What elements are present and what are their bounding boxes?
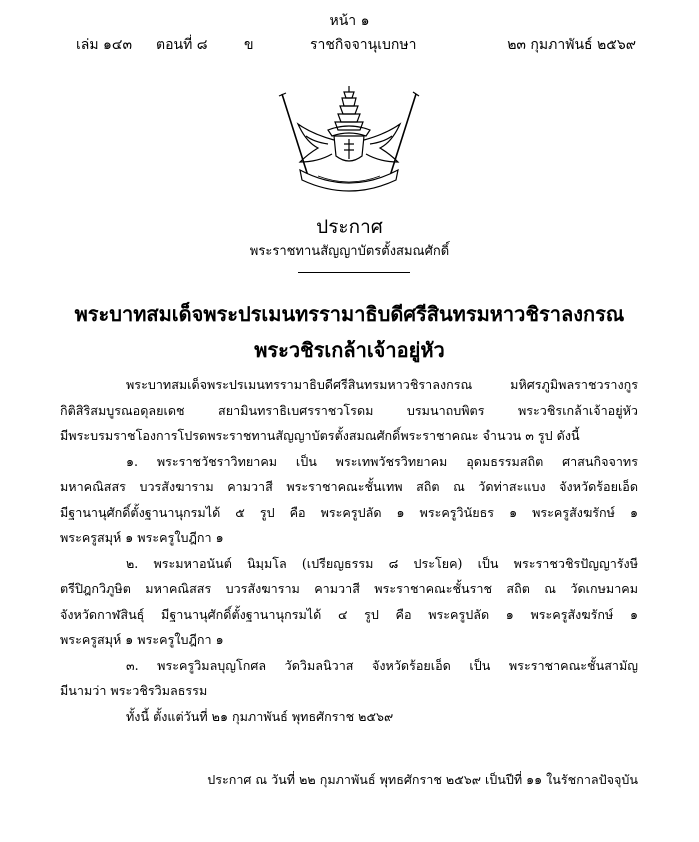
gazette-header xyxy=(76,34,636,54)
royal-emblem-icon xyxy=(278,84,420,196)
king-name-line1: พระบาทสมเด็จพระปรเมนทรรามาธิบดีศรีสินทรมหาวชิราลงกรณ xyxy=(74,302,625,326)
header-date: ๒๓ กุมภาพันธ์ ๒๕๖๙ xyxy=(507,37,636,53)
signoff-line: ประกาศ ณ วันที่ ๒๒ กุมภาพันธ์ พุทธศักราช ๒๕๖๙ เป็นปีที่ ๑๑ ในรัชกาลปัจจุบัน xyxy=(207,772,638,787)
announcement-title: ประกาศ xyxy=(316,216,383,238)
header-publication: ราชกิจจานุเบกษา xyxy=(310,37,417,53)
body-line: มหาคณิสสร บวรสังฆาราม คามวาสี พระราชาคณะชั้นเทพ สถิต ณ วัดท่าสะแบง จังหวัดร้อยเอ็ด xyxy=(60,479,638,494)
header-volume: เล่ม ๑๔๓ xyxy=(76,37,133,53)
body-line: ตรีปิฎกวิภูษิต มหาคณิสสร บวรสังฆาราม คามวาสี พระราชาคณะชั้นราช สถิต ณ วัดเกษมาคม xyxy=(60,581,638,596)
body-line: มีฐานานุศักดิ์ตั้งฐานานุกรมได้ ๕ รูป คือ พระครูปลัด ๑ พระครูวินัยธร ๑ พระครูสังฆรักษ์ ๑ xyxy=(60,504,638,520)
body-line: พระบาทสมเด็จพระปรเมนทรรามาธิบดีศรีสินทรมหาวชิราลงกรณ มหิศรภูมิพลราชวรางกูร xyxy=(126,377,638,392)
body-line: มีพระบรมราชโองการโปรดพระราชทานสัญญาบัตรตั้งสมณศักดิ์พระราชาคณะ จำนวน ๓ รูป ดังนี้ xyxy=(60,428,580,443)
body-line: ทั้งนี้ ตั้งแต่วันที่ ๒๑ กุมภาพันธ์ พุทธศักราช ๒๕๖๙ xyxy=(126,708,394,724)
body-line: ๓. พระครูวิมลบุญโกศล วัดวิมลนิวาส จังหวัดร้อยเอ็ด เป็น พระราชาคณะชั้นสามัญ xyxy=(126,657,638,673)
king-name-line2: พระวชิรเกล้าเจ้าอยู่หัว xyxy=(254,338,445,362)
body-line: ๑. พระราชวัชราวิทยาคม เป็น พระเทพวัชรวิทยาคม อุดมธรรมสถิต ศาสนกิจจาทร xyxy=(126,453,638,469)
title-divider xyxy=(298,272,410,273)
header-section: ตอนที่ ๘ xyxy=(156,37,208,53)
page-number: หน้า ๑ xyxy=(329,13,370,29)
header-part: ข xyxy=(244,37,254,53)
announcement-body xyxy=(60,372,638,729)
announcement-subtitle: พระราชทานสัญญาบัตรตั้งสมณศักดิ์ xyxy=(249,244,450,259)
body-line: พระครูสมุห์ ๑ พระครูใบฎีกา ๑ xyxy=(60,632,224,647)
body-line: ๒. พระมหาอนันต์ นิมฺมโล (เปรียญธรรม ๘ ประโยค) เป็น พระราชวชิรปัญญารังษี xyxy=(126,555,638,571)
body-line: มีนามว่า พระวชิรวิมลธรรม xyxy=(60,683,208,698)
body-line: กิติสิริสมบูรณอดุลยเดช สยามินทราธิเบศรราชวโรดม บรมนาถบพิตร พระวชิรเกล้าเจ้าอยู่หัว xyxy=(60,402,638,418)
body-line: จังหวัดกาฬสินธุ์ มีฐานานุศักดิ์ตั้งฐานานุกรมได้ ๔ รูป คือ พระครูปลัด ๑ พระครูสังฆรักษ์ ๑ xyxy=(60,606,638,622)
body-line: พระครูสมุห์ ๑ พระครูใบฎีกา ๑ xyxy=(60,530,224,545)
